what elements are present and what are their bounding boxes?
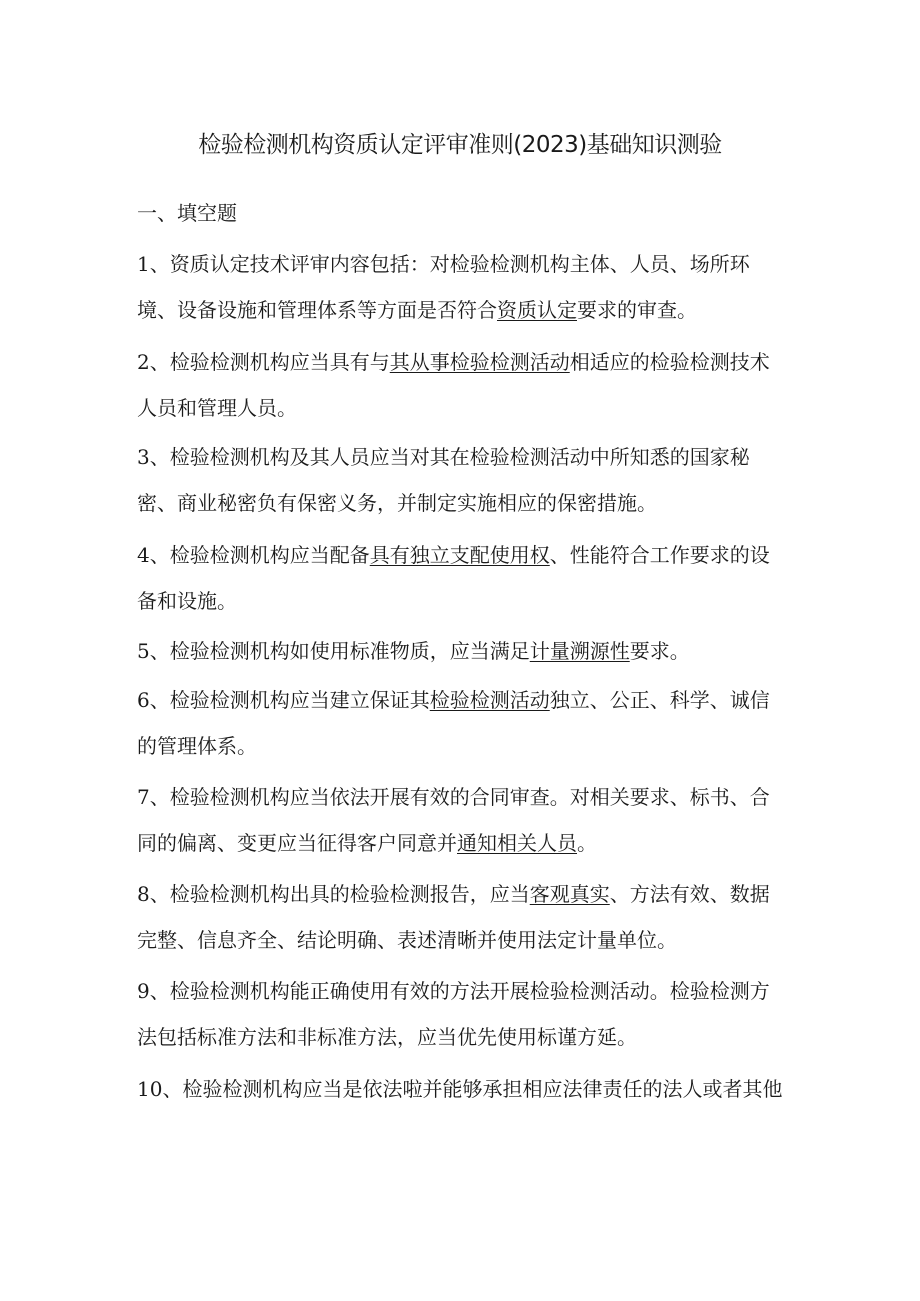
question-4	[137, 532, 787, 624]
question-text: 5、检验检测机构如使用标准物质，应当满足	[137, 639, 530, 663]
question-text: 10、检验检测机构应当是依法啦并能够承担相应法律责任的法人或者其他	[137, 1077, 783, 1101]
question-9	[137, 968, 787, 1060]
question-text: 2、检验检测机构应当具有与	[137, 350, 390, 374]
answer-blank: 客观真实	[529, 882, 610, 906]
question-5	[137, 628, 787, 674]
question-text: 、性能符合工作要求的设备和设施。	[137, 543, 770, 613]
answer-blank: 检验检测活动	[429, 688, 550, 712]
answer-blank: 资质认定	[497, 298, 577, 322]
question-3	[137, 434, 787, 526]
question-8	[137, 871, 787, 963]
question-text: 独立、公正、科学、诚信的管理体系。	[137, 688, 770, 758]
question-text: 相适应的检验检测技术人员和管理人员。	[137, 350, 770, 420]
question-7	[137, 774, 787, 866]
question-text: 9、检验检测机构能正确使用有效的方法开展检验检测活动。检验检测方法包括标准方法和非标准方法，应当优先使用标谨方延。	[137, 979, 770, 1049]
question-6	[137, 677, 787, 769]
answer-blank: 其从事检验检测活动	[389, 350, 570, 374]
question-10	[137, 1066, 797, 1112]
question-text: 3、检验检测机构及其人员应当对其在检验检测活动中所知悉的国家秘密、商业秘密负有保密义务，并制定实施相应的保密措施。	[137, 445, 750, 515]
document-title: 检验检测机构资质认定评审准则(2023)基础知识测验	[198, 132, 722, 158]
question-text: 1、资质认定技术评审内容包括：对检验检测机构主体、人员、场所环境、设备设施和管理体系等方面是否符合	[137, 252, 750, 322]
question-text: 。	[577, 831, 597, 855]
answer-blank: 通知相关人员	[457, 831, 577, 855]
question-text: 7、检验检测机构应当依法开展有效的合同审查。对相关要求、标书、合同的偏离、变更应当征得客户同意并	[137, 785, 770, 855]
question-text: 、方法有效、数据完整、信息齐全、结论明确、表述清晰并使用法定计量单位。	[137, 882, 770, 952]
question-text: 要求的审查。	[577, 298, 697, 322]
answer-blank: 具有独立支配使用权	[369, 543, 550, 567]
answer-blank: 计量溯源性	[529, 639, 630, 663]
question-text: 8、检验检测机构出具的检验检测报告，应当	[137, 882, 530, 906]
question-text: 6、检验检测机构应当建立保证其	[137, 688, 430, 712]
question-2	[137, 339, 787, 431]
question-1	[137, 241, 787, 333]
question-text: 4、检验检测机构应当配备	[137, 543, 370, 567]
section-heading: 一、填空题	[137, 201, 237, 225]
question-text: 要求。	[629, 639, 690, 663]
